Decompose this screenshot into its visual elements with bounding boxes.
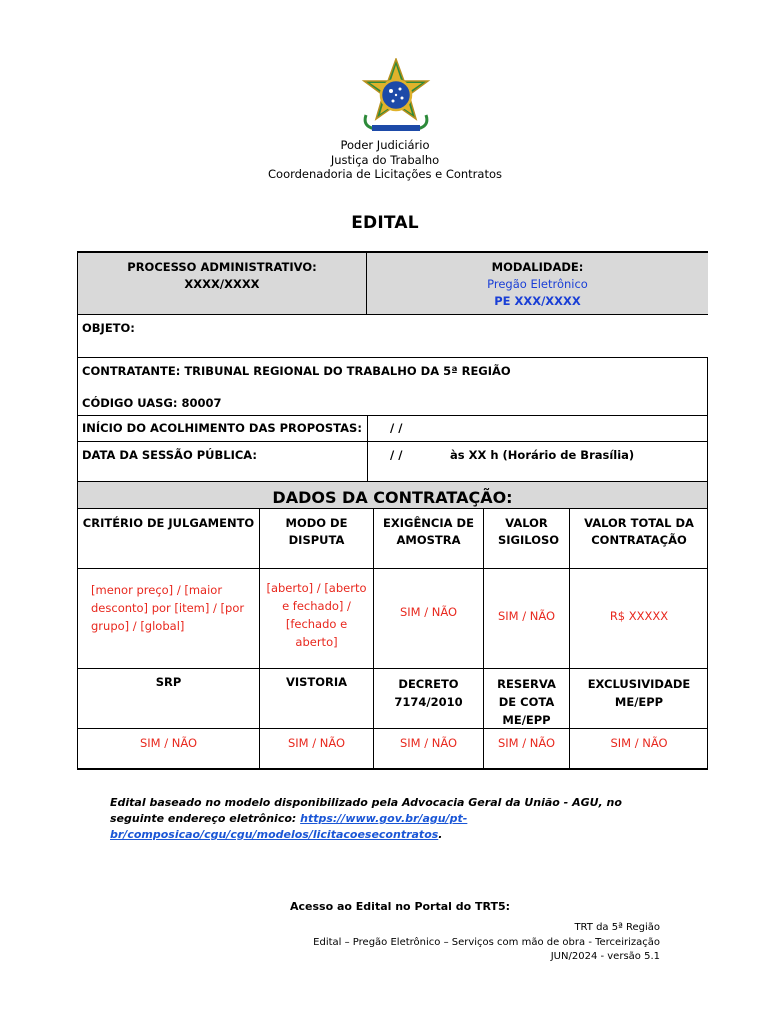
sessao-row — [77, 441, 708, 481]
srp-header: SRP — [155, 675, 182, 689]
reserva-cota-value: SIM / NÃO — [483, 729, 569, 769]
codigo-uasg: CÓDIGO UASG: 80007 — [82, 396, 222, 410]
modalidade-value-2: PE XXX/XXXX — [494, 294, 581, 308]
exigencia-amostra-value: SIM / NÃO — [373, 569, 483, 668]
row2-headers — [77, 668, 708, 728]
org-line-2: Justiça do Trabalho — [330, 152, 440, 167]
exclusividade-header: EXCLUSIVIDADE ME/EPP — [569, 669, 708, 728]
contratante-text: CONTRATANTE: TRIBUNAL REGIONAL DO TRABALHO DA 5ª REGIÃO — [82, 364, 511, 378]
sessao-label: DATA DA SESSÃO PÚBLICA: — [82, 448, 258, 462]
modalidade-value-1: Pregão Eletrônico — [487, 277, 588, 291]
footnote-text: Edital baseado no modelo disponibilizado pela Advocacia Geral da União - AGU, no seguinte endereço eletrônico: — [110, 796, 622, 825]
dados-header-row — [77, 481, 708, 508]
access-portal-label: Acesso ao Edital no Portal do TRT5: — [290, 900, 511, 913]
valor-sigiloso-header: VALOR SIGILOSO — [483, 509, 569, 568]
brazilian-coat-of-arms-icon — [355, 58, 437, 136]
modo-disputa-header: MODO DE DISPUTA — [259, 509, 373, 568]
page-title: EDITAL — [351, 213, 419, 233]
criterio-header: CRITÉRIO DE JULGAMENTO — [82, 516, 255, 530]
dados-header: DADOS DA CONTRATAÇÃO: — [272, 488, 513, 507]
sessao-time: às XX h (Horário de Brasília) — [450, 448, 635, 462]
processo-cell — [77, 253, 366, 314]
srp-value: SIM / NÃO — [139, 736, 198, 750]
contratante-row — [77, 357, 708, 415]
valor-total-value: R$ XXXXX — [569, 569, 708, 668]
decreto-value: SIM / NÃO — [373, 729, 483, 769]
processo-label: PROCESSO ADMINISTRATIVO: — [127, 260, 317, 274]
modo-disputa-value: [aberto] / [aberto e fechado] / [fechado e aberto] — [259, 569, 373, 668]
footer-line-2: Edital – Pregão Eletrônico – Serviços com mão de obra - Terceirização — [313, 936, 660, 948]
footnote-end: . — [438, 828, 443, 841]
footnote — [110, 795, 670, 843]
decreto-header: DECRETO 7174/2010 — [373, 669, 483, 728]
sessao-value-cell — [367, 442, 709, 481]
inicio-value: / / — [390, 421, 403, 435]
sessao-date: / / — [390, 448, 403, 462]
org-line-1: Poder Judiciário — [340, 138, 430, 152]
objeto-label: OBJETO: — [82, 321, 135, 335]
exclusividade-value: SIM / NÃO — [569, 729, 708, 769]
modalidade-label: MODALIDADE: — [491, 260, 584, 274]
org-line-3: Coordenadoria de Licitações e Contratos — [268, 167, 502, 182]
footer-line-1: TRT da 5ª Região — [574, 922, 660, 933]
valor-sigiloso-value: SIM / NÃO — [483, 569, 569, 668]
inicio-label: INÍCIO DO ACOLHIMENTO DAS PROPOSTAS: — [82, 421, 362, 435]
page-footer — [313, 921, 660, 965]
vistoria-value: SIM / NÃO — [259, 729, 373, 769]
inicio-row — [77, 415, 708, 441]
footer-line-3: JUN/2024 - versão 5.1 — [550, 951, 660, 962]
modalidade-cell — [366, 253, 708, 314]
criterio-value: [menor preço] / [maior desconto] por [item] / [por grupo] / [global] — [91, 583, 245, 633]
objeto-row — [77, 314, 708, 357]
reserva-cota-header: RESERVA DE COTA ME/EPP — [483, 669, 569, 728]
processo-modalidade-row — [77, 251, 708, 314]
exigencia-amostra-header: EXIGÊNCIA DE AMOSTRA — [373, 509, 483, 568]
agu-link[interactable]: https://www.gov.br/agu/pt-br/composicao/cgu/cgu/modelos/licitacoesecontratos — [110, 812, 468, 841]
vistoria-header: VISTORIA — [259, 669, 373, 728]
inicio-value-cell — [367, 416, 709, 441]
row2-values — [77, 728, 708, 770]
processo-value: XXXX/XXXX — [184, 277, 260, 291]
row1-headers — [77, 508, 708, 568]
valor-total-header: VALOR TOTAL DA CONTRATAÇÃO — [569, 509, 708, 568]
row1-values — [77, 568, 708, 668]
